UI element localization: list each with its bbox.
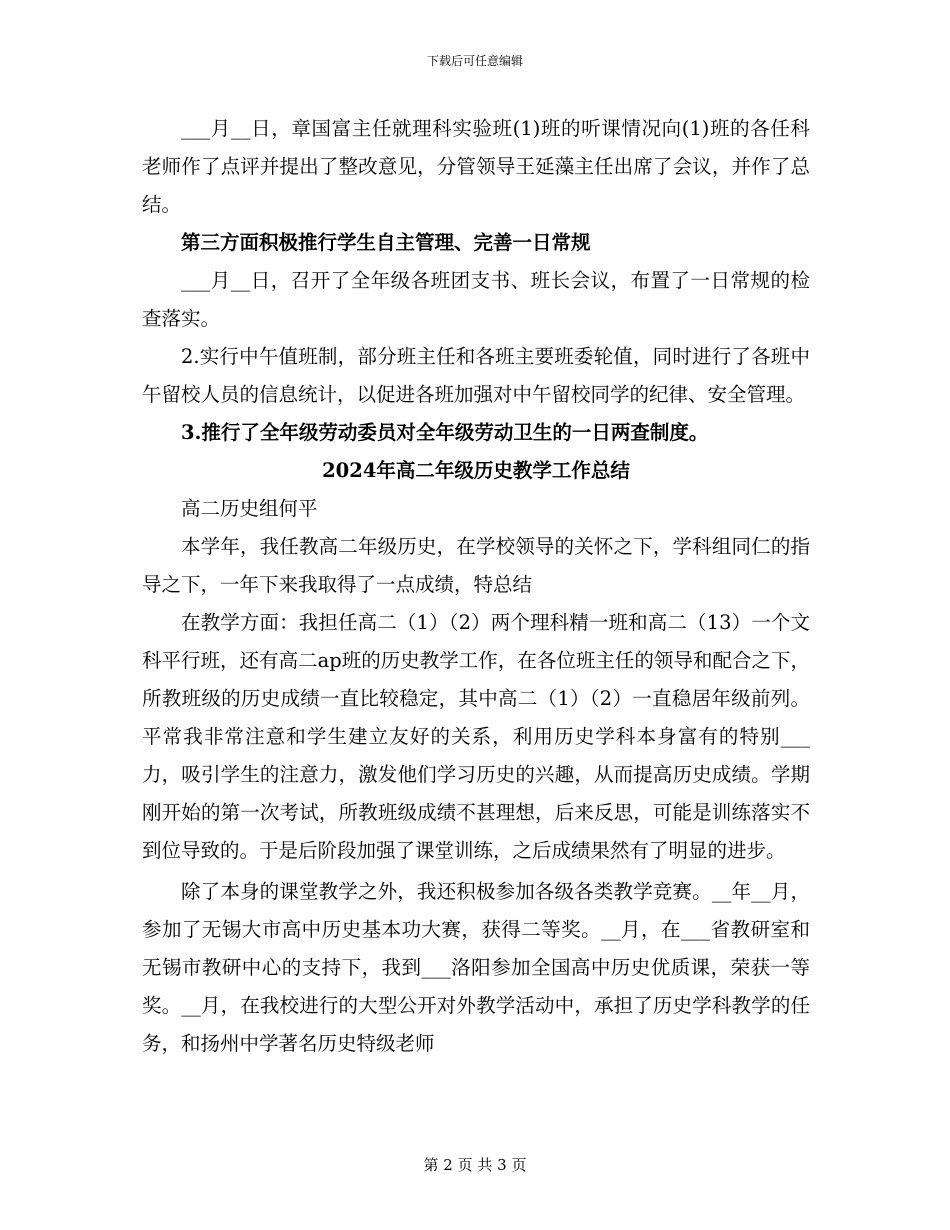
paragraph-lecture-review: ___月__日，章国富主任就理科实验班(1)班的听课情况向(1)班的各任科老师作了点评并提出了整改意见，分管领导王延藻主任出席了会议，并作了总结。 — [142, 117, 810, 216]
paragraph-class-meeting: ___月__日，召开了全年级各班团支书、班长会议，布置了一日常规的检查落实。 — [142, 269, 810, 330]
page-header: 下载后可任意编辑 — [426, 54, 523, 68]
page-footer: 第 2 页 共 3 页 — [423, 1156, 527, 1174]
author-line: 高二历史组何平 — [181, 497, 318, 520]
document-body — [142, 110, 810, 1063]
paragraph-labor-check: 3.推行了全年级劳动委员对全年级劳动卫生的一日两查制度。 — [181, 421, 709, 444]
paragraph-noon-duty: 2.实行中午值班制，部分班主任和各班主要班委轮值，同时进行了各班中午留校人员的信息统计，以促进各班加强对中午留校同学的纪律、安全管理。 — [142, 345, 810, 406]
section-heading-self-management: 第三方面积极推行学生自主管理、完善一日常规 — [181, 231, 591, 254]
document-title: 2024年高二年级历史教学工作总结 — [322, 459, 630, 482]
paragraph-intro: 本学年，我任教高二年级历史，在学校领导的关怀之下，学科组同仁的指导之下，一年下来我取得了一点成绩，特总结 — [142, 535, 810, 596]
paragraph-competitions: 除了本身的课堂教学之外，我还积极参加各级各类教学竞赛。__年__月，参加了无锡大市高中历史基本功大赛，获得二等奖。__月，在___省教研室和无锡市教研中心的支持下，我到___洛阳参加全国高中历史优质课，荣获一等奖。__月，在我校进行的大型公开对外教学活动中，承担了历史学科教学的任务，和扬州中学著名历史特级老师 — [142, 880, 810, 1055]
paragraph-teaching: 在教学方面：我担任高二（1）（2）两个理科精一班和高二（13）一个文科平行班，还有高二ap班的历史教学工作，在各位班主任的领导和配合之下，所教班级的历史成绩一直比较稳定，其中高二（1）（2）一直稳居年级前列。平常我非常注意和学生建立友好的关系，利用历史学科本身富有的特别___力，吸引学生的注意力，激发他们学习历史的兴趣，从而提高历史成绩。学期刚开始的第一次考试，所教班级成绩不甚理想，后来反思，可能是训练落实不到位导致的。于是后阶段加强了课堂训练，之后成绩果然有了明显的进步。 — [142, 611, 810, 862]
